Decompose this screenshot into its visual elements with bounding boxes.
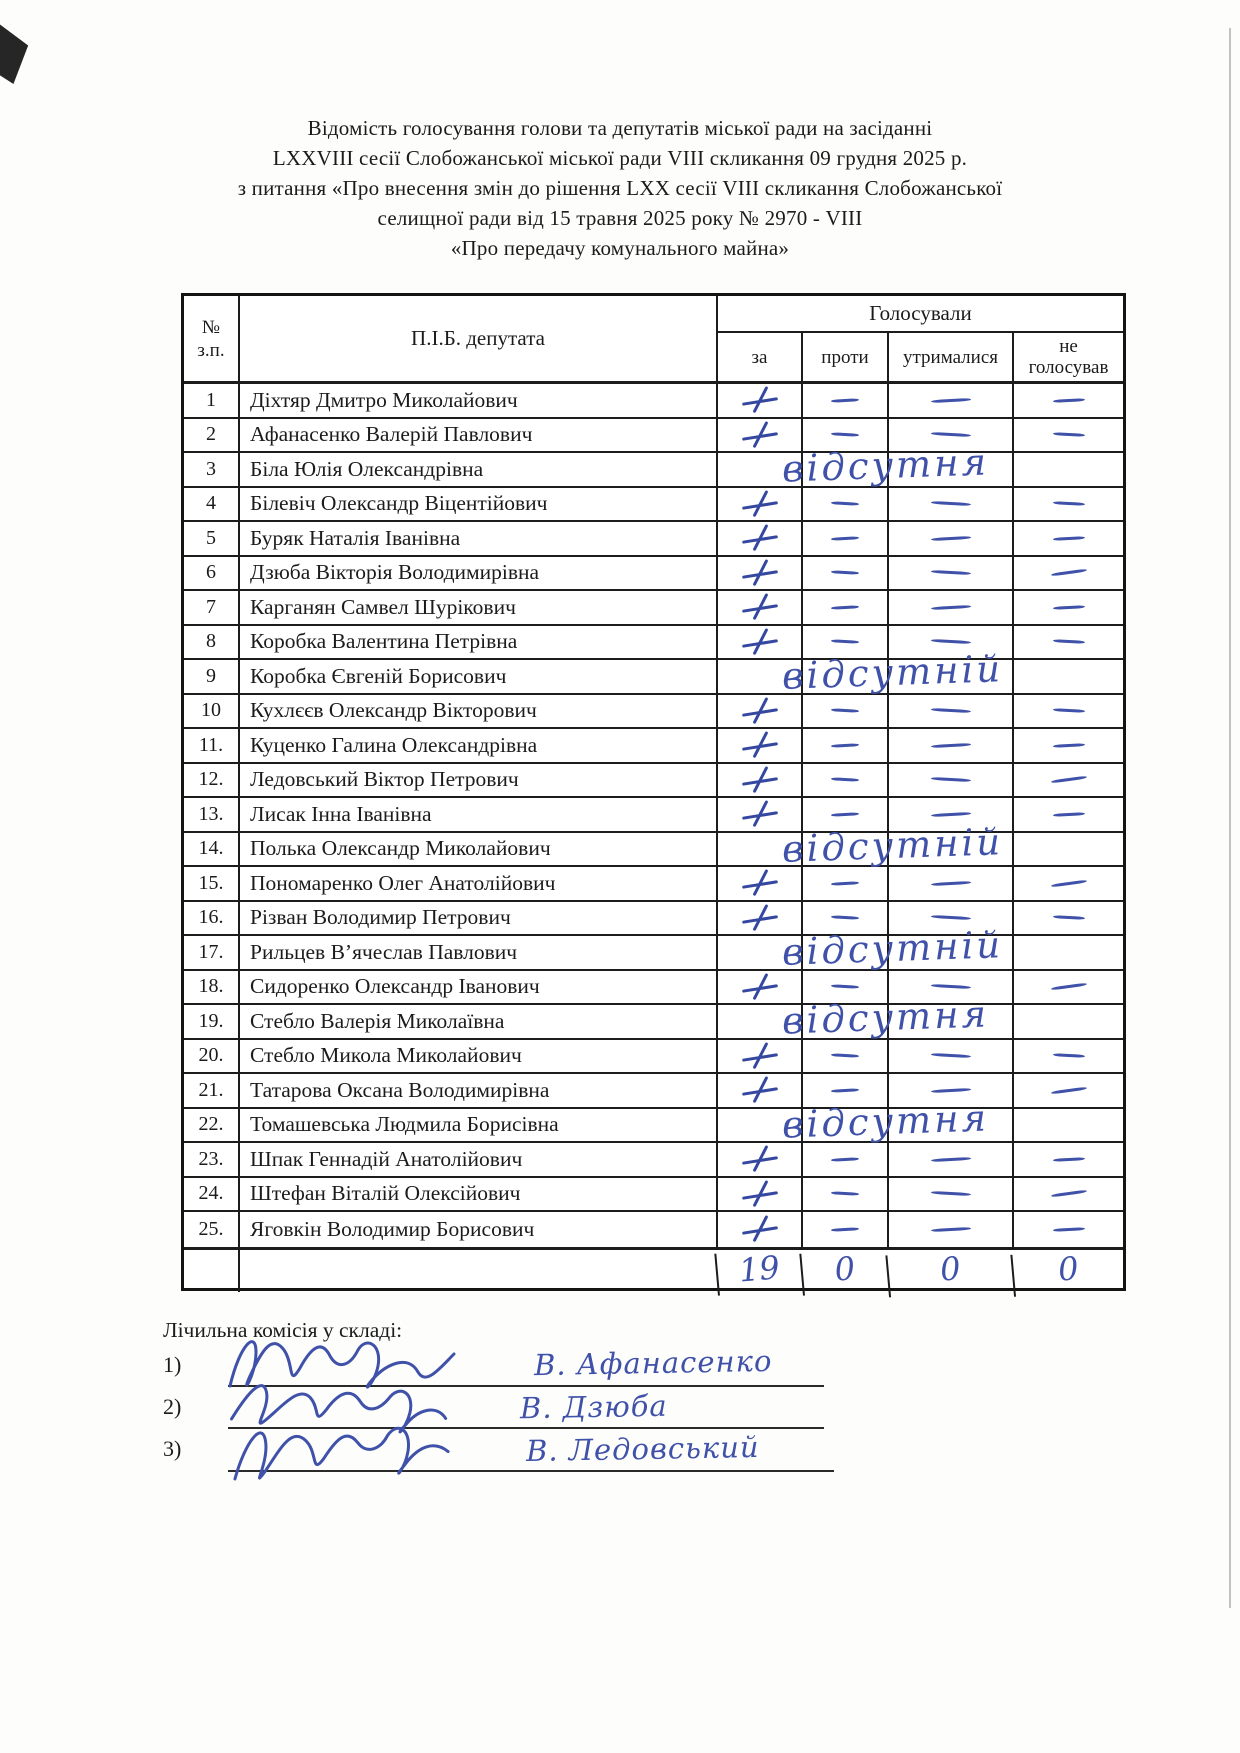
title-line-3: з питання «Про внесення змін до рішення LXX сесії VIII скликання Слобожанської bbox=[237, 176, 1003, 200]
deputy-name: Лисак Інна Іванівна bbox=[238, 798, 716, 831]
row-number: 4 bbox=[206, 492, 216, 515]
row-number: 1 bbox=[206, 388, 216, 411]
vote-cell-against bbox=[801, 1143, 887, 1176]
handwritten-absent-note: відсутній bbox=[781, 923, 1004, 974]
handwritten-plus-mark bbox=[742, 526, 778, 550]
handwritten-plus-mark bbox=[742, 1147, 778, 1171]
vote-cell-za bbox=[716, 798, 801, 831]
handwritten-dash-mark bbox=[1052, 398, 1084, 402]
vote-cell-za bbox=[716, 695, 801, 728]
handwritten-dash-mark bbox=[930, 915, 970, 920]
vote-cell-not-voted bbox=[1012, 1143, 1123, 1176]
vote-cell-za bbox=[716, 1178, 801, 1211]
header-col-za: за bbox=[716, 331, 801, 381]
vote-cell-not-voted bbox=[1012, 1040, 1123, 1073]
table-row bbox=[184, 764, 1123, 799]
handwritten-plus-mark bbox=[742, 561, 778, 585]
vote-cell-za bbox=[716, 488, 801, 521]
handwritten-dash-mark bbox=[930, 812, 970, 817]
handwritten-plus-mark bbox=[742, 1044, 778, 1068]
vote-cell-not-voted bbox=[1012, 902, 1123, 935]
vote-cell-abstained bbox=[887, 557, 1012, 590]
handwritten-dash-mark bbox=[930, 501, 970, 506]
vote-cell-against bbox=[801, 729, 887, 762]
vote-cell-za bbox=[716, 1074, 801, 1107]
row-number: 8 bbox=[206, 630, 216, 653]
handwritten-dash-mark bbox=[831, 1088, 859, 1092]
signature-name-1: В. Афанасенко bbox=[533, 1343, 773, 1383]
commission-label: Лічильна комісія у складі: bbox=[163, 1318, 403, 1342]
deputy-name: Коробка Євгеній Борисович bbox=[238, 660, 716, 693]
handwritten-dash-mark bbox=[1050, 1190, 1086, 1198]
vote-cell-za bbox=[716, 1040, 801, 1073]
title-line-2: LXXVIII сесії Слобожанської міської ради VIII скликання 09 грудня 2025 р. bbox=[272, 146, 968, 170]
handwritten-dash-mark bbox=[930, 1053, 970, 1058]
deputy-name: Різван Володимир Петрович bbox=[238, 902, 716, 935]
handwritten-dash-mark bbox=[1050, 983, 1086, 991]
table-row bbox=[184, 440, 1123, 491]
deputy-name: Штефан Віталій Олексійович bbox=[238, 1178, 716, 1211]
handwritten-dash-mark bbox=[831, 743, 859, 747]
vote-cell-against bbox=[801, 557, 887, 590]
row-number: 7 bbox=[206, 595, 216, 618]
vote-cell-za bbox=[716, 1212, 801, 1247]
handwritten-dash-mark bbox=[1052, 812, 1084, 816]
handwritten-dash-mark bbox=[831, 1192, 859, 1196]
row-number: 18. bbox=[198, 975, 224, 998]
handwritten-plus-mark bbox=[742, 906, 778, 930]
deputy-name: Буряк Наталія Іванівна bbox=[238, 522, 716, 555]
row-number: 5 bbox=[206, 526, 216, 549]
total-not-voted: 0 bbox=[1010, 1245, 1124, 1297]
vote-cell-against bbox=[801, 522, 887, 555]
vote-cell-za bbox=[716, 867, 801, 900]
vote-cell-za bbox=[716, 971, 801, 1004]
deputy-name: Стебло Валерія Миколаївна bbox=[238, 1005, 716, 1038]
handwritten-plus-mark bbox=[742, 1217, 778, 1241]
signature-scribble-3 bbox=[221, 1403, 534, 1498]
handwritten-dash-mark bbox=[831, 1054, 859, 1058]
table-row bbox=[184, 647, 1123, 698]
table-row bbox=[184, 557, 1123, 592]
handwritten-dash-mark bbox=[1052, 433, 1084, 437]
table-row bbox=[184, 1040, 1123, 1075]
document-title bbox=[0, 113, 1240, 263]
handwritten-dash-mark bbox=[831, 398, 859, 402]
handwritten-plus-mark bbox=[742, 1078, 778, 1102]
row-number: 14. bbox=[198, 837, 224, 860]
handwritten-dash-mark bbox=[930, 1157, 970, 1162]
vote-cell-abstained bbox=[887, 1143, 1012, 1176]
vote-cell-za bbox=[716, 522, 801, 555]
table-header bbox=[184, 296, 1123, 381]
handwritten-dash-mark bbox=[831, 1157, 859, 1161]
vote-cell-against bbox=[801, 695, 887, 728]
vote-cell-abstained bbox=[887, 867, 1012, 900]
vote-cell-against bbox=[801, 867, 887, 900]
table-body bbox=[184, 381, 1123, 1247]
handwritten-dash-mark bbox=[831, 1227, 859, 1231]
deputy-name: Білевіч Олександр Віцентійович bbox=[238, 488, 716, 521]
handwritten-dash-mark bbox=[1052, 536, 1084, 540]
vote-cell-against bbox=[801, 1178, 887, 1211]
row-number: 17. bbox=[198, 940, 224, 963]
handwritten-absent-note: відсутній bbox=[781, 647, 1004, 698]
vote-cell-abstained bbox=[887, 1178, 1012, 1211]
row-number: 15. bbox=[198, 871, 224, 894]
vote-cell-za bbox=[716, 902, 801, 935]
vote-cell-not-voted bbox=[1012, 522, 1123, 555]
signature-name-2: В. Дзюба bbox=[519, 1388, 668, 1426]
table-row bbox=[184, 522, 1123, 557]
vote-cell-not-voted bbox=[1012, 384, 1123, 417]
handwritten-absent-note: відсутня bbox=[781, 440, 990, 491]
handwritten-dash-mark bbox=[1052, 1227, 1084, 1231]
deputy-name: Кухлєєв Олександр Вікторович bbox=[238, 695, 716, 728]
vote-cell-not-voted bbox=[1012, 488, 1123, 521]
header-col-not-voted: не голосував bbox=[1012, 331, 1123, 381]
vote-cell-za bbox=[716, 384, 801, 417]
table-row bbox=[184, 488, 1123, 523]
handwritten-dash-mark bbox=[930, 881, 970, 886]
vote-cell-za bbox=[716, 557, 801, 590]
deputy-name: Сидоренко Олександр Іванович bbox=[238, 971, 716, 1004]
deputy-name: Афанасенко Валерій Павлович bbox=[238, 419, 716, 452]
vote-cell-not-voted bbox=[1012, 660, 1123, 693]
header-voted-group: Голосували bbox=[716, 296, 1123, 331]
signature-row-1-number: 1) bbox=[163, 1352, 182, 1377]
handwritten-dash-mark bbox=[1052, 743, 1084, 747]
deputy-name: Біла Юлія Олександрівна bbox=[238, 453, 716, 486]
handwritten-dash-mark bbox=[930, 605, 970, 610]
handwritten-dash-mark bbox=[930, 432, 970, 437]
handwritten-dash-mark bbox=[1052, 916, 1084, 920]
row-number: 19. bbox=[198, 1009, 224, 1032]
vote-cell-not-voted bbox=[1012, 936, 1123, 969]
deputy-name: Татарова Оксана Володимирівна bbox=[238, 1074, 716, 1107]
vote-cell-abstained bbox=[887, 1040, 1012, 1073]
row-number: 25. bbox=[198, 1217, 224, 1240]
title-line-1: Відомість голосування голови та депутатів міської ради на засіданні bbox=[307, 116, 933, 140]
vote-cell-against bbox=[801, 488, 887, 521]
handwritten-absent-note: відсутній bbox=[781, 819, 1004, 871]
handwritten-plus-mark bbox=[742, 595, 778, 619]
handwritten-dash-mark bbox=[930, 536, 970, 541]
table-row bbox=[184, 819, 1123, 871]
deputy-name: Карганян Самвел Шурікович bbox=[238, 591, 716, 624]
handwritten-plus-mark bbox=[742, 802, 778, 826]
table-row bbox=[184, 591, 1123, 626]
vote-cell-not-voted bbox=[1012, 1178, 1123, 1211]
handwritten-plus-mark bbox=[742, 871, 778, 895]
handwritten-dash-mark bbox=[1052, 1054, 1084, 1058]
vote-cell-abstained bbox=[887, 695, 1012, 728]
deputy-name: Шпак Геннадій Анатолійович bbox=[238, 1143, 716, 1176]
vote-cell-za bbox=[716, 764, 801, 797]
voting-table bbox=[181, 293, 1126, 1291]
vote-cell-abstained bbox=[887, 1212, 1012, 1247]
vote-cell-not-voted bbox=[1012, 591, 1123, 624]
handwritten-dash-mark bbox=[930, 708, 970, 713]
table-row bbox=[184, 1212, 1123, 1247]
header-col-against: проти bbox=[801, 331, 887, 381]
deputy-name: Томашевська Людмила Борисівна bbox=[238, 1109, 716, 1142]
handwritten-dash-mark bbox=[831, 433, 859, 437]
vote-cell-not-voted bbox=[1012, 695, 1123, 728]
handwritten-dash-mark bbox=[930, 398, 970, 403]
vote-cell-against bbox=[801, 1040, 887, 1073]
scan-edge-shadow bbox=[1229, 28, 1231, 1608]
row-number: 11. bbox=[198, 733, 224, 756]
table-row bbox=[184, 1095, 1123, 1147]
scan-corner-artifact bbox=[0, 22, 32, 84]
vote-cell-abstained bbox=[887, 522, 1012, 555]
deputy-name: Полька Олександр Миколайович bbox=[238, 833, 716, 866]
handwritten-dash-mark bbox=[930, 1191, 970, 1196]
vote-cell-za bbox=[716, 419, 801, 452]
handwritten-dash-mark bbox=[831, 502, 859, 506]
vote-cell-not-voted bbox=[1012, 867, 1123, 900]
header-number-abbr: з.п. bbox=[197, 339, 225, 361]
vote-cell-not-voted bbox=[1012, 1212, 1123, 1247]
table-row bbox=[184, 729, 1123, 764]
vote-cell-not-voted bbox=[1012, 1074, 1123, 1107]
handwritten-dash-mark bbox=[1052, 502, 1084, 506]
handwritten-absent-note: відсутня bbox=[781, 1095, 990, 1147]
row-number: 6 bbox=[206, 561, 216, 584]
handwritten-dash-mark bbox=[1052, 1157, 1084, 1161]
handwritten-dash-mark bbox=[1050, 1086, 1086, 1094]
header-number-sign: № bbox=[201, 316, 221, 338]
handwritten-dash-mark bbox=[930, 777, 970, 782]
row-number: 23. bbox=[198, 1147, 224, 1170]
header-col-abstained: утрималися bbox=[887, 331, 1012, 381]
vote-cell-not-voted bbox=[1012, 729, 1123, 762]
handwritten-dash-mark bbox=[831, 571, 859, 575]
table-row bbox=[184, 867, 1123, 902]
vote-cell-abstained bbox=[887, 488, 1012, 521]
vote-cell-abstained bbox=[887, 384, 1012, 417]
total-za: 19 bbox=[714, 1246, 802, 1295]
vote-cell-not-voted bbox=[1012, 971, 1123, 1004]
handwritten-dash-mark bbox=[1050, 776, 1086, 784]
vote-cell-not-voted bbox=[1012, 1005, 1123, 1038]
row-number: 3 bbox=[206, 457, 216, 480]
deputy-name: Яговкін Володимир Борисович bbox=[238, 1212, 716, 1247]
handwritten-dash-mark bbox=[831, 881, 859, 885]
vote-cell-not-voted bbox=[1012, 833, 1123, 866]
row-number: 24. bbox=[198, 1182, 224, 1205]
header-name-column: П.І.Б. депутата bbox=[238, 296, 716, 381]
vote-cell-against bbox=[801, 384, 887, 417]
total-abstained: 0 bbox=[885, 1244, 1013, 1297]
handwritten-dash-mark bbox=[1050, 569, 1086, 577]
vote-cell-not-voted bbox=[1012, 453, 1123, 486]
vote-cell-za bbox=[716, 591, 801, 624]
handwritten-dash-mark bbox=[831, 640, 859, 644]
handwritten-dash-mark bbox=[1052, 605, 1084, 609]
vote-cell-against bbox=[801, 1212, 887, 1247]
handwritten-dash-mark bbox=[930, 639, 970, 644]
totals-empty-num bbox=[184, 1250, 238, 1292]
deputy-name: Коробка Валентина Петрівна bbox=[238, 626, 716, 659]
table-row bbox=[184, 923, 1123, 974]
handwritten-plus-mark bbox=[742, 388, 778, 412]
deputy-name: Дзюба Вікторія Володимирівна bbox=[238, 557, 716, 590]
handwritten-plus-mark bbox=[742, 733, 778, 757]
handwritten-plus-mark bbox=[742, 630, 778, 654]
deputy-name: Діхтяр Дмитро Миколайович bbox=[238, 384, 716, 417]
deputy-name: Пономаренко Олег Анатолійович bbox=[238, 867, 716, 900]
handwritten-dash-mark bbox=[930, 743, 970, 748]
totals-row bbox=[184, 1247, 1123, 1288]
vote-cell-abstained bbox=[887, 729, 1012, 762]
table-row bbox=[184, 992, 1123, 1043]
row-number: 16. bbox=[198, 906, 224, 929]
handwritten-dash-mark bbox=[930, 1227, 970, 1232]
deputy-name: Куценко Галина Олександрівна bbox=[238, 729, 716, 762]
vote-cell-not-voted bbox=[1012, 626, 1123, 659]
deputy-name: Ледовський Віктор Петрович bbox=[238, 764, 716, 797]
vote-cell-za bbox=[716, 626, 801, 659]
vote-cell-abstained bbox=[887, 764, 1012, 797]
handwritten-dash-mark bbox=[831, 536, 859, 540]
handwritten-dash-mark bbox=[1050, 879, 1086, 887]
row-number: 22. bbox=[198, 1113, 224, 1136]
row-number: 12. bbox=[198, 768, 224, 791]
handwritten-plus-mark bbox=[742, 423, 778, 447]
title-line-4: селищної ради від 15 травня 2025 року № 2970 - VIII bbox=[377, 206, 863, 230]
row-number: 13. bbox=[198, 802, 224, 825]
signature-row-3-number: 3) bbox=[163, 1436, 182, 1461]
handwritten-plus-mark bbox=[742, 768, 778, 792]
vote-cell-abstained bbox=[887, 591, 1012, 624]
vote-cell-against bbox=[801, 764, 887, 797]
handwritten-plus-mark bbox=[742, 699, 778, 723]
vote-cell-za bbox=[716, 1143, 801, 1176]
totals-empty-name bbox=[238, 1250, 716, 1292]
header-number-column bbox=[184, 296, 238, 381]
handwritten-dash-mark bbox=[831, 605, 859, 609]
row-number: 20. bbox=[198, 1044, 224, 1067]
title-line-5: «Про передачу комунального майна» bbox=[450, 236, 790, 260]
vote-cell-not-voted bbox=[1012, 798, 1123, 831]
signature-row-2-number: 2) bbox=[163, 1394, 182, 1419]
vote-cell-against bbox=[801, 591, 887, 624]
handwritten-dash-mark bbox=[930, 984, 970, 989]
row-number: 9 bbox=[206, 664, 216, 687]
handwritten-absent-note: відсутня bbox=[781, 992, 990, 1043]
handwritten-plus-mark bbox=[742, 492, 778, 516]
deputy-name: Рильцев В’ячеслав Павлович bbox=[238, 936, 716, 969]
handwritten-dash-mark bbox=[930, 570, 970, 575]
table-row bbox=[184, 695, 1123, 730]
handwritten-dash-mark bbox=[831, 985, 859, 989]
table-row bbox=[184, 384, 1123, 419]
row-number: 10 bbox=[201, 699, 221, 722]
handwritten-dash-mark bbox=[831, 778, 859, 782]
table-row bbox=[184, 1143, 1123, 1178]
handwritten-plus-mark bbox=[742, 975, 778, 999]
handwritten-plus-mark bbox=[742, 1182, 778, 1206]
row-number: 2 bbox=[206, 423, 216, 446]
handwritten-dash-mark bbox=[831, 709, 859, 713]
table-row bbox=[184, 1178, 1123, 1213]
vote-cell-za bbox=[716, 729, 801, 762]
handwritten-dash-mark bbox=[831, 812, 859, 816]
handwritten-dash-mark bbox=[1052, 640, 1084, 644]
row-number: 21. bbox=[198, 1078, 224, 1101]
vote-cell-not-voted bbox=[1012, 764, 1123, 797]
handwritten-dash-mark bbox=[930, 1088, 970, 1093]
vote-cell-not-voted bbox=[1012, 1109, 1123, 1142]
vote-cell-not-voted bbox=[1012, 419, 1123, 452]
vote-cell-not-voted bbox=[1012, 557, 1123, 590]
handwritten-dash-mark bbox=[831, 916, 859, 920]
handwritten-dash-mark bbox=[1052, 709, 1084, 713]
deputy-name: Стебло Микола Миколайович bbox=[238, 1040, 716, 1073]
total-against: 0 bbox=[799, 1246, 888, 1295]
signature-name-3: В. Ледовський bbox=[525, 1429, 760, 1469]
